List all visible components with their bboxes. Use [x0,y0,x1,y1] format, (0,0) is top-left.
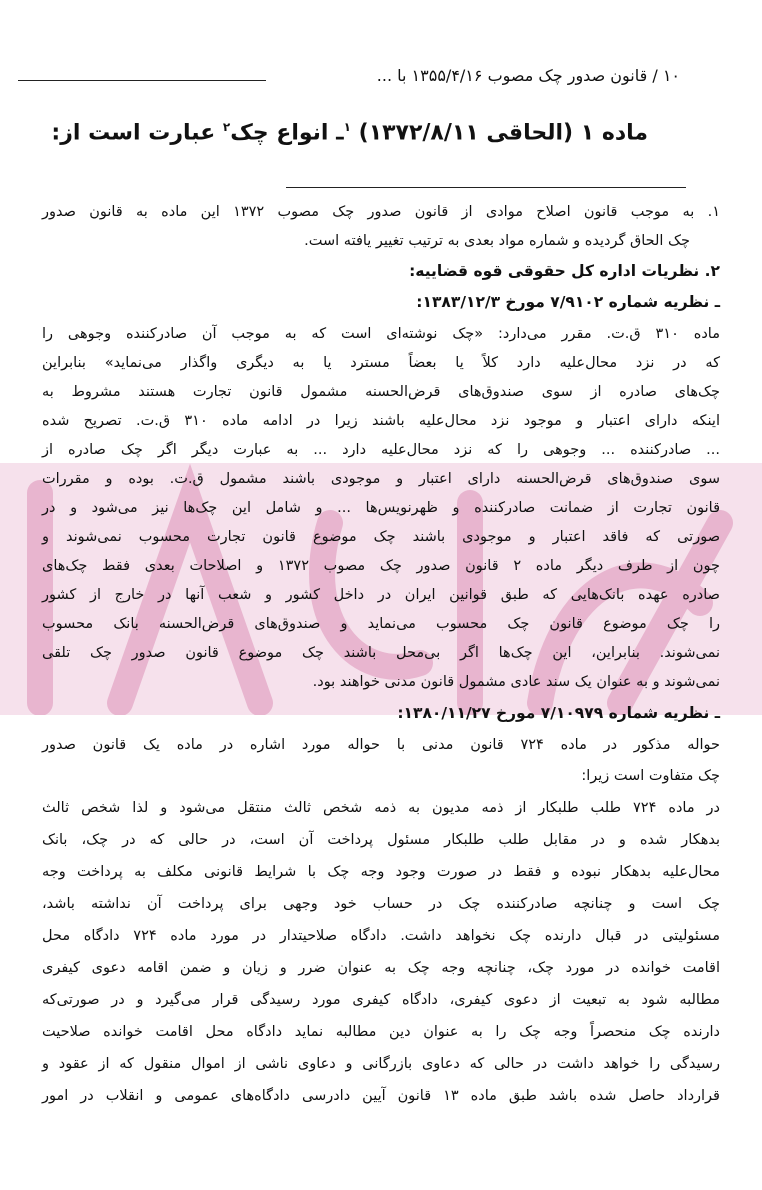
opinion-1-line: اینکه دارای اعتبار و موجود نزد محال‌علیه باشند زیرا در ادامه ماده ۳۱۰ ق.ت. تصریح شده [42,413,720,429]
footnote-ref-1[interactable]: ۱ [343,120,351,134]
header-rule [18,80,266,81]
opinion-1-line: صورتی که فاقد اعتبار و موجودی باشند چک موضوع قانون تجارت محسوب نمی‌شوند و [42,529,720,545]
footnote-1-line: ۱. به موجب قانون اصلاح موادی از قانون صدور چک مصوب ۱۳۷۲ این ماده به قانون صدور [42,204,720,220]
article-title-rest: ـ انواع چک [230,120,344,146]
opinion-2-line: محال‌علیه بدهکار نبوده و فقط در صورت وجود وجه چک با شرایط قانونی مکلف به پرداخت وجه [42,864,720,880]
opinion-2-line: اقامت خوانده در مورد چک، چنانچه وجه چک به عنوان ضرر و زیان و ضمن اقامه دعوی کیفری [42,960,720,976]
opinion-2-line: چک متفاوت است زیرا: [581,768,720,784]
opinion-2-line: دارنده چک منحصراً وجه چک را به عنوان دین مطالبه نماید دادگاه محل اقامت خوانده صلاحیت [42,1024,720,1040]
footnote-2-heading: ۲. نظریات اداره کل حقوقی قوه قضاییه: [409,262,720,280]
opinion-1-line: که در نزد محال‌علیه دارد کلاً یا بعضاً مسترد یا به دیگری واگذار می‌نماید» بنابراین [42,355,720,371]
footnote-1-line: چک الحاق گردیده و شماره مواد بعدی به ترتیب تغییر یافته است. [304,233,690,249]
opinion-2-line: رسیدگی را خواهد داشت در حالی که دعاوی بازرگانی و دعاوی ناشی از اموال منقول که از عقود و [42,1056,720,1072]
footnote-separator [286,187,686,188]
opinion-1-line: نمی‌شوند و به عنوان یک سند عادی مشمول قانون مدنی خواهند بود. [312,674,720,690]
opinion-1-line: را چک موضوع قانون چک محسوب می‌نماید و صندوق‌های قرض‌الحسنه بانک محسوب [42,616,720,632]
opinion-1-line: چون از طرف دیگر ماده ۲ قانون صدور چک مصوب ۱۳۷۲ و اصلاحات بعدی فقط چک‌های [42,558,720,574]
opinion-2-line: حواله مذکور در ماده ۷۲۴ قانون مدنی با حواله مورد اشاره در ماده یک قانون صدور [42,737,720,753]
opinion-2-line: چک است و چنانچه صادرکننده چک در حساب خود وجهی برای پرداخت آن نداشته باشد، [42,896,720,912]
opinion-2-line: در ماده ۷۲۴ طلب طلبکار از ذمه مدیون به ذمه شخص ثالث منتقل می‌شود و لذا شخص ثالث [42,800,720,816]
opinion-1-line: نمی‌شوند. بنابراین، این چک‌ها اگر بی‌محل باشند چک موضوع قانون صدور چک تلقی [42,645,720,661]
opinion-1-line: ماده ۳۱۰ ق.ت. مقرر می‌دارد: «چک نوشته‌ای است که به موجب آن صادرکننده وجوهی را [42,326,720,342]
opinion-2-heading: ـ نظریه شماره ۷/۱۰۹۷۹ مورخ ۱۳۸۰/۱۱/۲۷: [397,704,720,722]
footnote-ref-2[interactable]: ۲ [222,120,231,134]
opinion-1-line: قانون تجارت از ضمانت صادرکننده و ظهرنویس‌ها ... و شامل این چک‌ها نیز می‌شود و در [42,500,720,516]
opinion-2-line: مطالبه شود به تبعیت از دعوی کیفری، دادگاه کیفری مورد رسیدگی قرار می‌گیرد و در صورتی‌که [42,992,720,1008]
opinion-1-line: ... صادرکننده ... وجوهی را که نزد محال‌علیه دارد ... به عبارت دیگر اگر چک صادره از [42,442,720,458]
opinion-1-line: سوی صندوق‌های قرض‌الحسنه دارای اعتبار و موجودی باشند مشمول ق.ت. بوده و مقررات [42,471,720,487]
article-title-end: عبارت است از: [51,120,223,146]
running-header: ۱۰ / قانون صدور چک مصوب ۱۳۵۵/۴/۱۶ با ... [376,66,680,85]
opinion-2-line: قرارداد حاصل شده باشد طبق ماده ۱۳ قانون آیین دادرسی دادگاه‌های عمومی و انقلاب در امور [42,1088,720,1104]
article-title-text: ماده ۱ (الحاقی ۱۳۷۲/۸/۱۱) [350,120,648,146]
article-title [51,120,648,145]
opinion-1-line: چک‌های صادره از سوی صندوق‌های قرض‌الحسنه مشمول قانون تجارت هستند مشروط به [42,384,720,400]
opinion-2-line: مسئولیتی در قبال دارنده چک نخواهد داشت. دادگاه صلاحیتدار در مورد ماده ۷۲۴ دادگاه محل [42,928,720,944]
opinion-1-line: صادره عهده بانک‌هایی که طبق قوانین ایران در داخل کشور و شعب آنها در خارج از کشور [42,587,720,603]
opinion-1-heading: ـ نظریه شماره ۷/۹۱۰۲ مورخ ۱۳۸۳/۱۲/۳: [416,293,720,311]
opinion-2-line: بدهکار شده و در مقابل طلب طلبکار مسئول پرداخت آن است، در حالی که در چک، بانک [42,832,720,848]
